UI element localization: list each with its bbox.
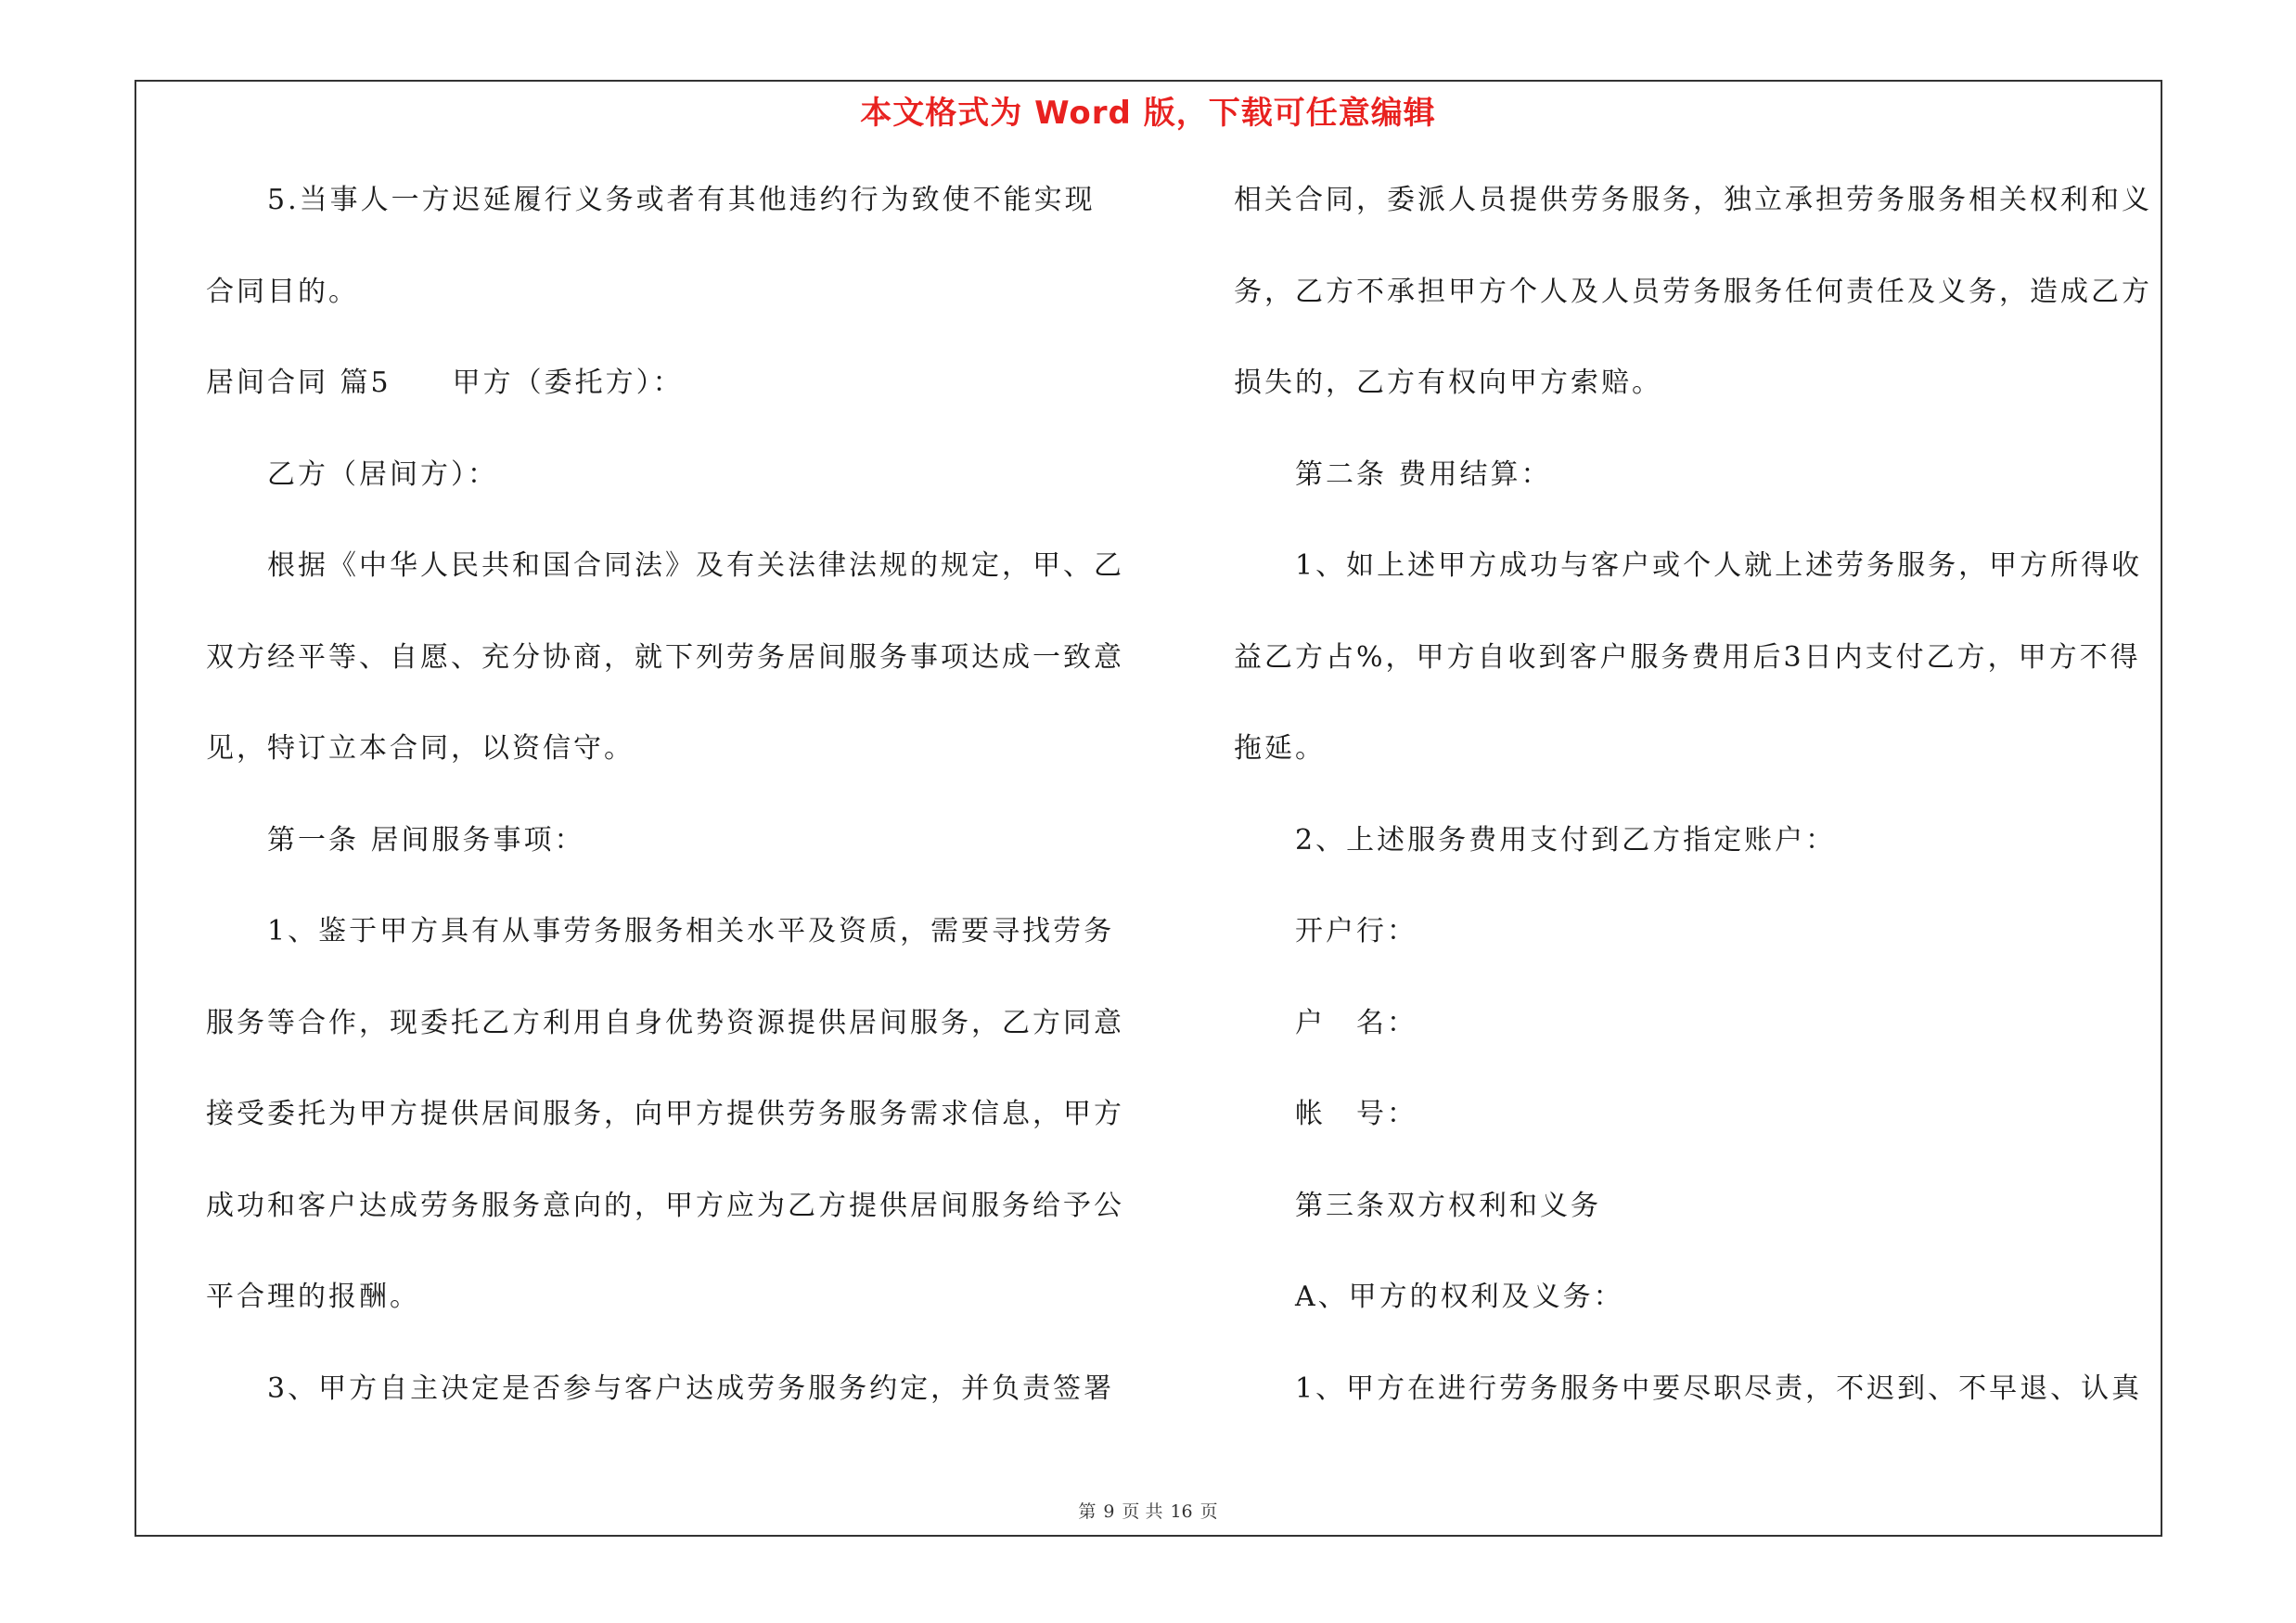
current-page-number: 9 [1103,1501,1115,1522]
text-line: 益乙方占%，甲方自收到客户服务费用后3日内支付乙方，甲方不得 [1234,640,2141,674]
text-line: 双方经平等、自愿、充分协商，就下列劳务居间服务事项达成一致意 [206,640,1124,674]
total-pages-number: 16 [1170,1501,1193,1522]
text-line: 1、甲方在进行劳务服务中要尽职尽责，不迟到、不早退、认真 [1295,1372,2143,1405]
text-line: 第二条 费用结算： [1295,457,1552,491]
text-line: 相关合同，委派人员提供劳务服务，独立承担劳务服务相关权利和义 [1234,184,2152,216]
text-line: 户 名： [1295,1006,1417,1039]
footer-suffix: 页 [1199,1501,1218,1522]
text-line: 合同目的。 [206,275,359,308]
text-line: 见，特订立本合同，以资信守。 [206,732,635,765]
text-line: 5.当事人一方迟延履行义务或者有其他违约行为致使不能实现 [267,184,1096,216]
text-line: 根据《中华人民共和国合同法》及有关法律法规的规定，甲、乙 [267,549,1124,582]
text-line: 开户行： [1295,915,1417,947]
text-line: 拖延。 [1234,732,1326,765]
text-line: 第三条双方权利和义务 [1295,1189,1601,1222]
text-line: 1、鉴于甲方具有从事劳务服务相关水平及资质，需要寻找劳务 [267,915,1115,947]
footer-prefix: 第 [1078,1501,1097,1522]
footer-middle: 页 共 [1122,1501,1163,1522]
text-line: 第一条 居间服务事项： [267,823,585,857]
text-line: 帐 号： [1295,1098,1417,1130]
text-line: 3、甲方自主决定是否参与客户达成劳务服务约定，并负责签署 [267,1372,1115,1405]
text-line: 服务等合作，现委托乙方利用自身优势资源提供居间服务，乙方同意 [206,1006,1124,1039]
text-line: 损失的，乙方有权向甲方索赔。 [1234,367,1662,399]
text-line: 成功和客户达成劳务服务意向的，甲方应为乙方提供居间服务给予公 [206,1189,1124,1222]
text-line: 乙方（居间方）： [267,457,498,491]
page-number-footer [0,1498,2296,1523]
text-line: A、甲方的权利及义务： [1295,1281,1624,1313]
text-line: 居间合同 篇5 甲方（委托方）： [206,367,684,399]
text-line: 接受委托为甲方提供居间服务，向甲方提供劳务服务需求信息，甲方 [206,1098,1124,1130]
format-banner: 本文格式为 Word 版，下载可任意编辑 [860,95,1436,132]
text-line: 2、上述服务费用支付到乙方指定账户： [1295,823,1837,857]
text-line: 务，乙方不承担甲方个人及人员劳务服务任何责任及义务，造成乙方 [1234,275,2152,308]
text-line: 1、如上述甲方成功与客户或个人就上述劳务服务，甲方所得收 [1295,549,2143,582]
text-line: 平合理的报酬。 [206,1281,420,1313]
